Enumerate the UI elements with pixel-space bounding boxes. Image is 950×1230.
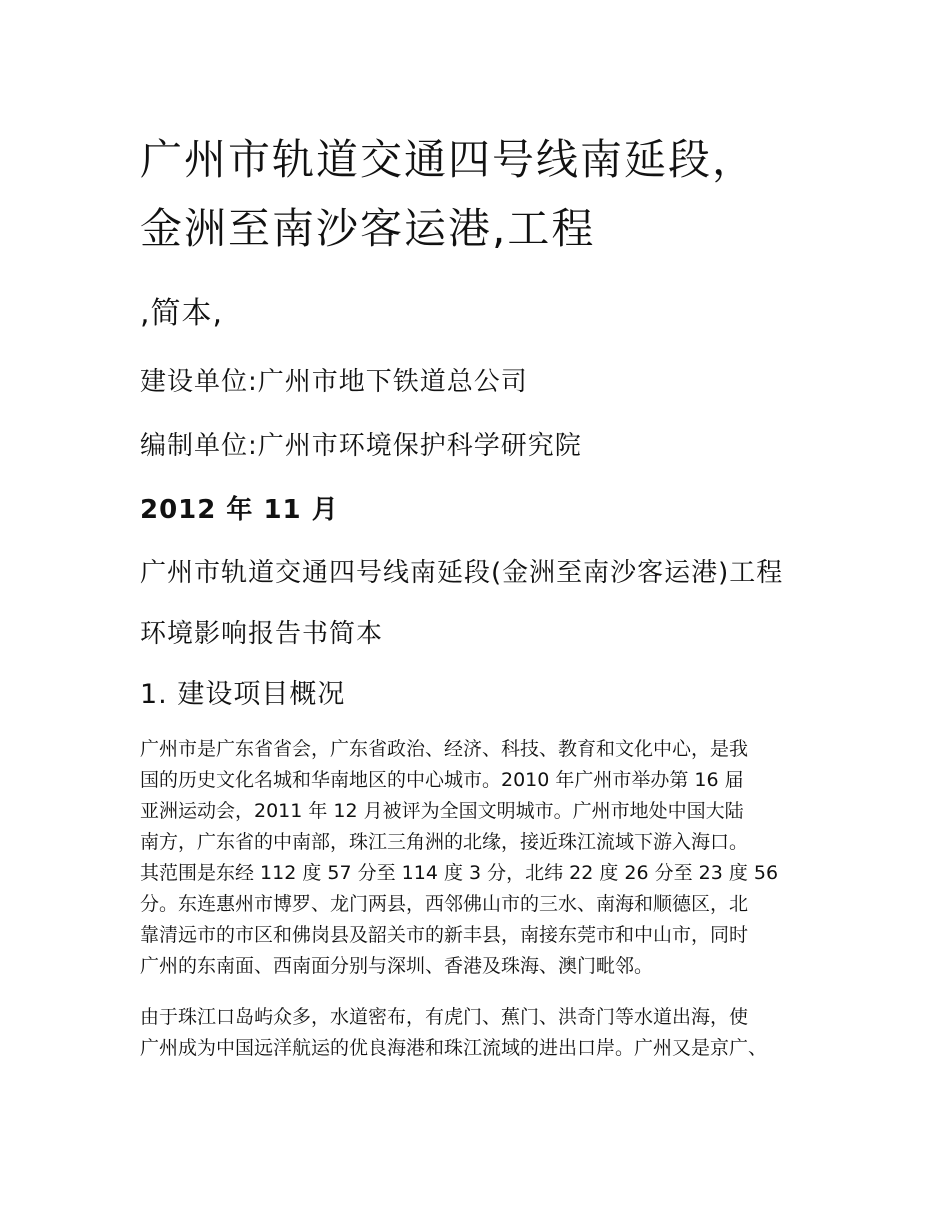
cover-builder: 建设单位:广州市地下铁道总公司 bbox=[140, 367, 528, 397]
paragraph-line: 广州成为中国远洋航运的优良海港和珠江流域的进出口岸。广州又是京广、 bbox=[140, 1037, 768, 1059]
section-heading: 1. 建设项目概况 bbox=[140, 679, 346, 710]
paragraph-line: 南方，广东省的中南部，珠江三角洲的北缘，接近珠江流域下游入海口。 bbox=[140, 831, 749, 853]
report-title-line-2: 环境影响报告书简本 bbox=[140, 619, 384, 649]
cover-date: 2012 年 11 月 bbox=[140, 495, 339, 525]
paragraph-line: 其范围是东经 112 度 57 分至 114 度 3 分，北纬 22 度 26 分至 23 度 56 bbox=[140, 862, 779, 884]
paragraph-line: 亚洲运动会，2011 年 12 月被评为全国文明城市。广州市地处中国大陆 bbox=[140, 800, 744, 822]
paragraph-line: 分。东连惠州市博罗、龙门两县，西邻佛山市的三水、南海和顺德区，北 bbox=[140, 893, 749, 915]
report-title-line-1: 广州市轨道交通四号线南延段(金洲至南沙客运港)工程 bbox=[140, 558, 784, 588]
paragraph-line: 靠清远市的市区和佛岗县及韶关市的新丰县，南接东莞市和中山市，同时 bbox=[140, 924, 749, 946]
cover-subtitle: ,简本, bbox=[140, 296, 224, 331]
cover-title-line-1: 广州市轨道交通四号线南延段， bbox=[140, 135, 757, 184]
paragraph-line: 由于珠江口岛屿众多，水道密布，有虎门、蕉门、洪奇门等水道出海，使 bbox=[140, 1006, 749, 1028]
paragraph-1 bbox=[140, 734, 830, 982]
cover-compiler: 编制单位:广州市环境保护科学研究院 bbox=[140, 431, 582, 461]
paragraph-2 bbox=[140, 1002, 830, 1064]
cover-title-line-2: 金洲至南沙客运港,工程 bbox=[140, 204, 596, 253]
paragraph-line: 国的历史文化名城和华南地区的中心城市。2010 年广州市举办第 16 届 bbox=[140, 769, 744, 791]
paragraph-line: 广州市是广东省省会，广东省政治、经济、科技、教育和文化中心，是我 bbox=[140, 738, 749, 760]
paragraph-line: 广州的东南面、西南面分别与深圳、香港及珠海、澳门毗邻。 bbox=[140, 955, 654, 977]
